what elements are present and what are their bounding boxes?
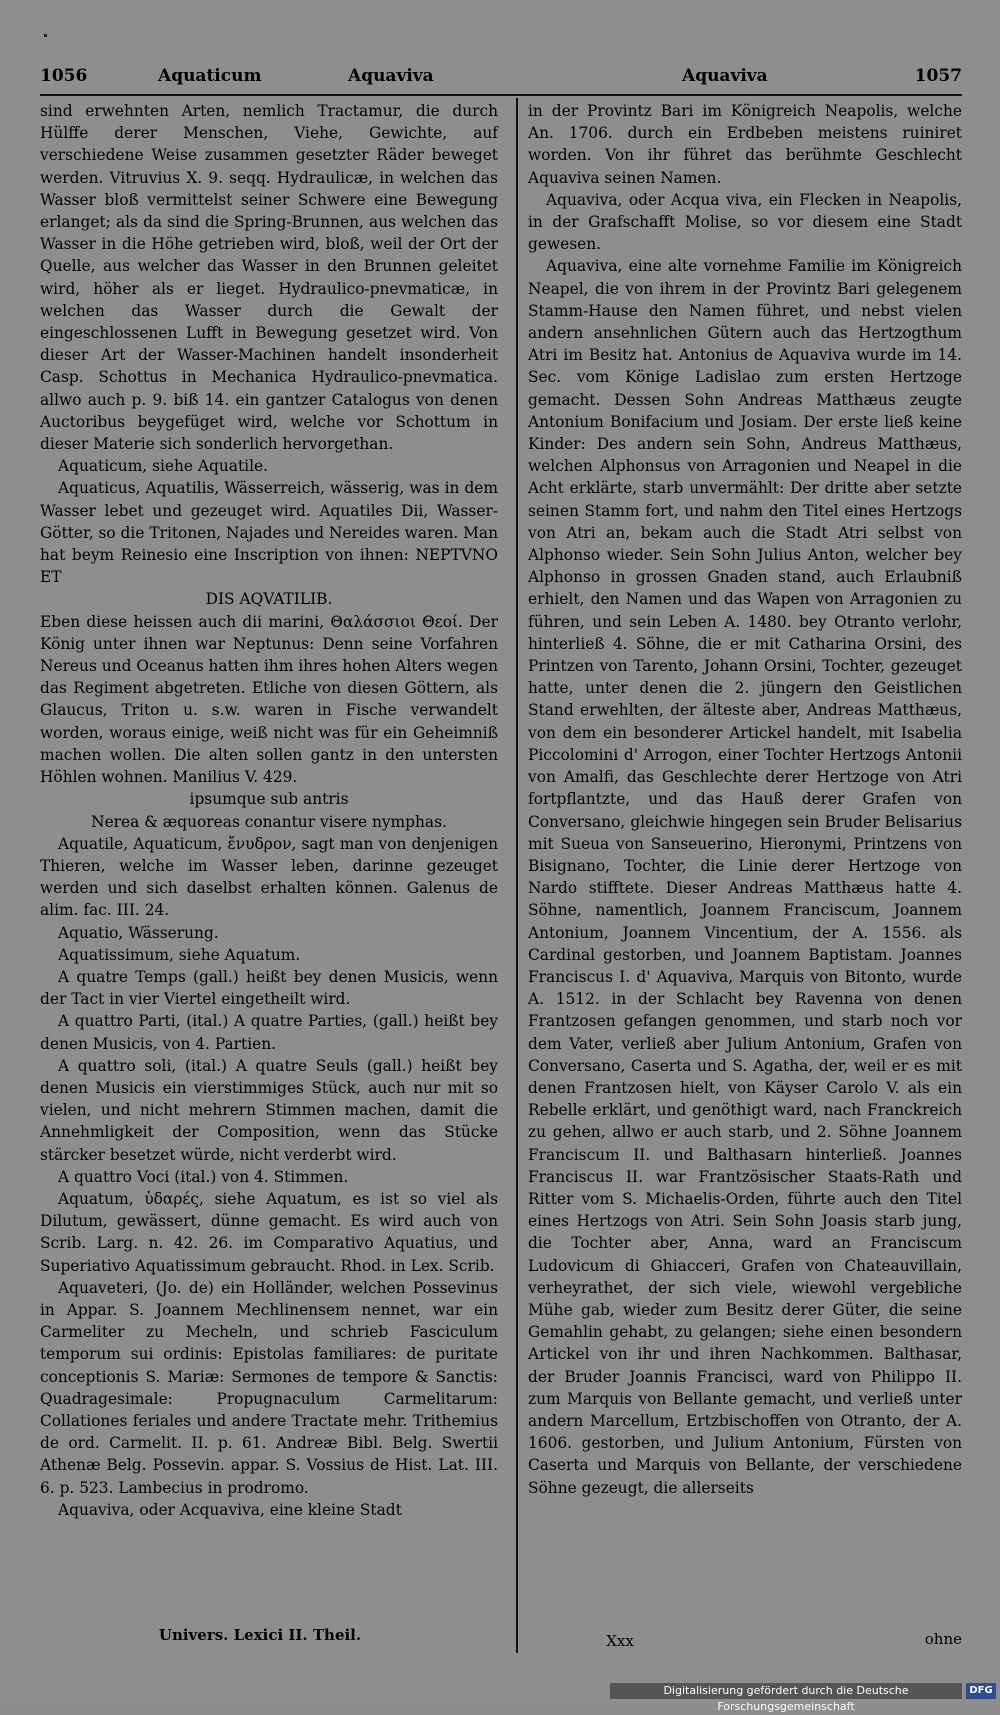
page-number-right: 1057 [914,66,962,86]
right-paragraph: Aquaviva, oder Acqua viva, ein Flecken in Neapolis, in der Grafschafft Molise, so vor diesem eine Stadt gewesen. [528,190,962,254]
left-verse: Nerea & æquoreas conantur visere nymphas. [91,812,447,831]
left-paragraph: Aquaticum, siehe Aquatile. [58,457,268,476]
left-paragraph: A quattro soli, (ital.) A quatre Seuls (gall.) heißt bey denen Musicis ein vierstimmiges Stück, auch nur mit so vielen, und nicht mehrern Stimmen machen, damit die Annehmligkeit der Composition, wenn das Stücke stärcker besetzet würde, nicht verderbt wird. [40,1056,498,1164]
left-paragraph: Aquaticus, Aquatilis, Wässerreich, wässerig, was in dem Wasser lebet und gezeuget wird. Aquatiles Dii, Wasser-Götter, so die Tritonen, Najades und Nereides waren. Man hat beym Reinesio eine Inscription von ihnen: NEPTVNO ET [40,479,499,587]
running-header [40,62,962,92]
left-paragraph: A quattro Parti, (ital.) A quatre Parties, (gall.) heißt bey denen Musicis, von 4. Partien. [40,1012,498,1053]
left-paragraph: Aquatissimum, siehe Aquatum. [58,945,301,964]
left-paragraph: sind erwehnten Arten, nemlich Tractamur, die durch Hülffe derer Menschen, Viehe, Gewichte, auf verschiedene Weise zusammen gesetzter Räder beweget werden. Vitruvius X. 9. seqq. Hydraulicæ, in welchen das Wasser bloß vermittelst seiner Schwere eine Bewegung erlanget; als da sind die Spring-Brunnen, aus welchen das Wasser in die Höhe getrieben wird, bloß, weil der Ort der Quelle, aus welcher das Wasser in den Brunnen geleitet wird, höher als er lieget. Hydraulico-pnevmaticæ, in welchen das Wasser durch die Gewalt der eingeschlossenen Lufft in Bewegung gesetzet wird. Von dieser Art der Wasser-Machinen handelt insonderheit Casp. Schottus in Mechanica Hydraulico-pnevmatica. allwo auch p. 9. biß 14. ein gantzer Catalogus von denen Auctoribus beygefüget wird, welche vor Schottum in dieser Materie sich sonderlich hervorgethan. [40,102,498,454]
left-paragraph: A quatre Temps (gall.) heißt bey denen Musicis, wenn der Tact in vier Viertel eingetheilt wird. [40,967,498,1009]
dfg-logo: DFG [966,1683,996,1699]
left-paragraph: Eben diese heissen auch dii marini, Θαλάσσιοι Θεοί. Der König unter ihnen war Neptunus: Denn seine Vorfahren Nereus und Oceanus hatten ihm ihres hohen Alters wegen das Regiment abgetreten. Etliche von diesen Göttern, als Glaucus, Triton u. s.w. waren in Fische verwandelt worden, woraus einige, weiß nicht was für ein Geheimniß machen wollen. Die alten sollen gantz in den untersten Höhlen wohnen. Manilius V. 429. [40,612,498,787]
header-rule [40,94,962,96]
digitization-credit: Digitalisierung gefördert durch die Deutsche Forschungsgemeinschaft [610,1683,962,1699]
column-divider [516,98,518,1653]
left-column [40,100,498,1521]
right-column [528,100,962,1499]
left-paragraph: Aquaviva, oder Acquaviva, eine kleine Stadt [58,1500,402,1519]
right-paragraph: in der Provintz Bari im Königreich Neapolis, welche An. 1706. durch ein Erdbeben meistens ruiniret worden. Von ihr führet das berühmte Geschlecht Aquaviva seinen Namen. [528,102,962,187]
left-paragraph: Aquaveteri, (Jo. de) ein Holländer, welchen Possevinus in Appar. S. Joannem Mechlinensem nennet, war ein Carmeliter zu Mecheln, und schrieb Fasciculum temporum sui ordinis: Epistolas familiares: de puritate conceptionis S. Mariæ: Sermones de tempore & Sanctis: Quadragesimale: Propugnaculum Carmelitarum: Collationes feriales und andere Tractate mehr. Trithemius de ord. Carmelit. II. p. 61. Andreæ Bibl. Belg. Swertii Athenæ Belg. Possevin. appar. S. Vossius de Hist. Lat. III. 6. p. 523. Lambecius in prodromo. [40,1278,498,1497]
header-left-word-2: Aquaviva [348,66,434,86]
sheet-mark: Xxx [606,1632,634,1650]
left-paragraph: A quattro Voci (ital.) von 4. Stimmen. [58,1167,349,1186]
left-paragraph: Aquatile, Aquaticum, ἔνυδρον, sagt man von denjenigen Thieren, welche im Wasser leben, darinne gezeuget werden und sich daselbst erhalten können. Galenus de alim. fac. III. 24. [40,834,498,920]
catchword: ohne [924,1630,962,1648]
header-left-word-1: Aquaticum [158,66,262,86]
left-paragraph: Aquatum, ὑδαρές, siehe Aquatum, es ist so viel als Dilutum, gewässert, dünne gemacht. Es wird auch von Scrib. Larg. n. 42. 26. im Comparativo Aquatius, und Superiativo Aquatissimum gebraucht. Rhod. in Lex. Scrib. [40,1189,498,1275]
left-inscription: DIS AQVATILIB. [205,590,333,609]
signature-line: Univers. Lexici II. Theil. [158,1626,362,1644]
header-right-word: Aquaviva [682,66,768,86]
right-paragraph: Aquaviva, eine alte vornehme Familie im Königreich Neapel, die von ihrem in der Provintz Bari gelegenem Stamm-Hause den Namen führet, und nebst vielen andern ansehnlichen Gütern auch das Hertzogthum Atri im Besitz hat. Antonius de Aquaviva wurde im 14. Sec. vom Könige Ladislao zum ersten Hertzoge gemacht. Dessen Sohn Andreas Matthæus zeugte Antonium Bonifacium und Josiam. Der erste ließ keine Kinder: Des andern sein Sohn, Andreus Matthæus, welchen Alphonsus von Arragonien und Neapel in die Acht erklärte, starb unvermählt: Der dritte aber setzte seinen Stamm fort, und nahm den Titel eines Hertzogs von Atri an, bekam auch die Stadt Atri selbst von Alphonso wieder. Sein Sohn Julius Anton, welcher bey Alphonso in grossen Gnaden stand, auch Erlaubniß erhielt, den Namen und das Wapen von Arragonien zu führen, und sein Leben A. 1480. bey Otranto verlohr, hinterließ 4. Söhne, die er mit Catharina Orsini, des Printzen von Tarento, Johann Orsini, Tochter, gezeuget hatte, unter denen die 2. jüngern den Geistlichen Stand erwehlten, der älteste aber, Andreas Matthæus, von dem ein besonderer Artickel handelt, mit Isabelia Piccolomini d' Arrogon, einer Tochter Hertzogs Antonii von Amalfi, das Geschlechte derer Hertzoge von Atri fortpflantzte, und das Hauß derer Grafen von Conversano, gleichwie hingegen sein Bruder Belisarius mit Sueua von Sanseuerino, Hieronymi, Printzens von Bisignano, Tochter, die Linie derer Hertzoge von Nardo stifftete. Dieser Andreas Matthæus hatte 4. Söhne, namentlich, Joannem Franciscum, Joannem Antonium, Joannem Vincentium, der A. 1556. als Cardinal gestorben, und Joannem Baptistam. Joannes Franciscus I. d' Aquaviva, Marquis von Bitonto, wurde A. 1512. in der Schlacht bey Ravenna von denen Frantzosen gefangen genommen, und starb noch vor dem Vater, verließ aber Julium Antonium, Grafen von Conversano, Caserta und S. Agatha, der, weil er es mit denen Frantzosen hielt, von Käyser Carolo V. als ein Rebelle erklärt, und genöthigt ward, nach Franckreich zu gehen, allwo er auch starb, und 2. Söhne Joannem Franciscum II. und Balthasarn hinterließ. Joannes Franciscus II. war Frantzösischer Staats-Rath und Ritter vom S. Michaelis-Orden, führte auch den Titel eines Hertzogs von Atri. Sein Sohn Joasis starb jung, die Tochter aber, Anna, ward an Franciscum Ludovicum di Ghiacceri, Grafen von Chateauvillain, verheyrathet, der sich viele, wiewohl vergebliche Mühe gab, wieder zum Besitz derer Güter, die seine Gemahlin gehabt, zu gelangen; siehe einen besondern Artickel von ihr und ihren Nachkommen. Balthasar, der Bruder Joannis Francisci, ward von Philippo II. zum Marquis von Bellante gemacht, und verließ unter andern Marcellum, Ertzbischoffen von Otranto, der A. 1606. gestorben, und Julium Antonium, Fürsten von Caserta und Marquis von Bellante, der verschiedene Söhne gezeugt, die allerseits [528,257,962,1497]
scan-speck [44,34,47,37]
left-verse: ipsumque sub antris [189,790,349,809]
page-number-left: 1056 [40,66,88,86]
left-paragraph: Aquatio, Wässerung. [58,923,219,942]
